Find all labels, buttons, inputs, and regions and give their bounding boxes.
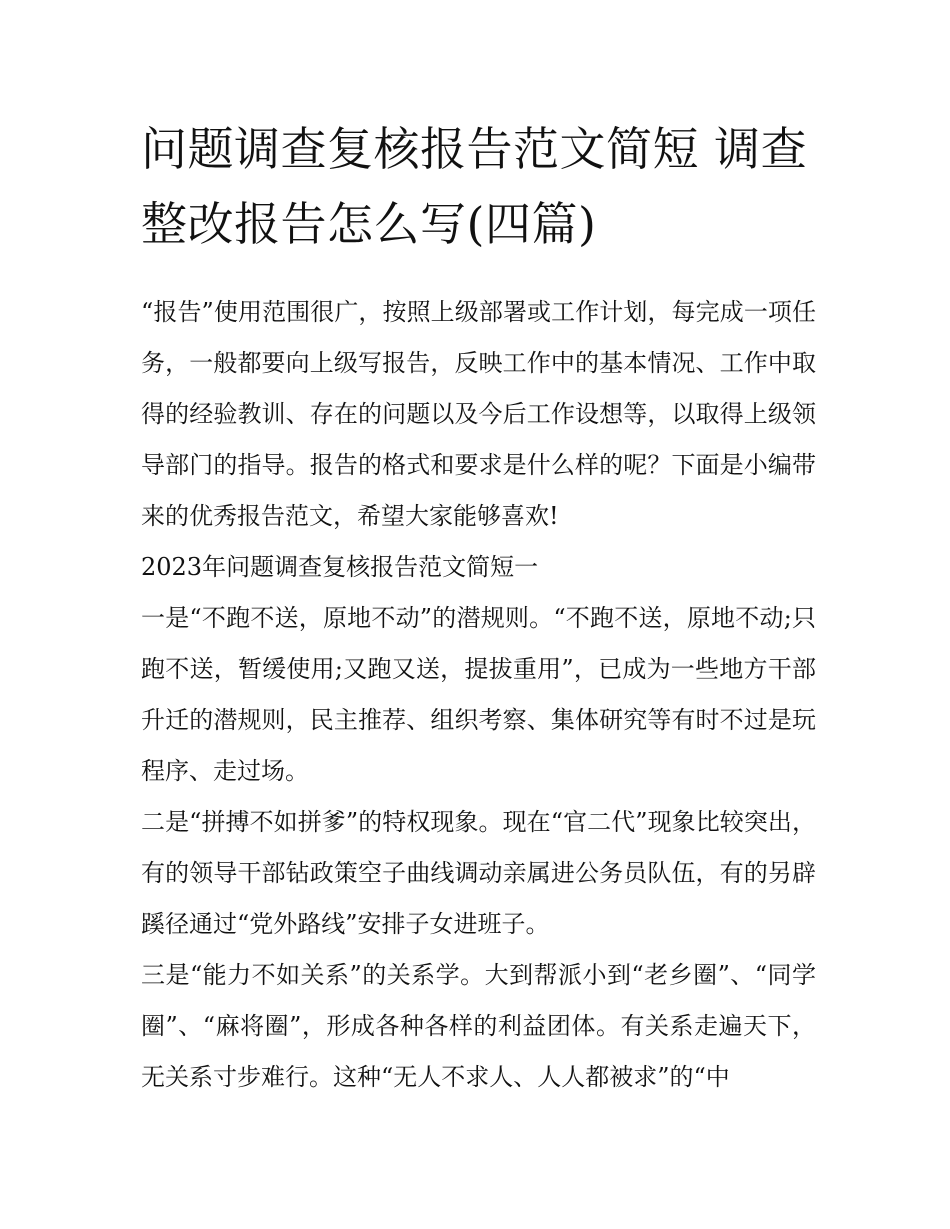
document-title: 问题调查复核报告范文简短 调查整改报告怎么写(四篇): [141, 122, 808, 251]
section-heading: 2023年问题调查复核报告范文简短一: [141, 553, 539, 581]
paragraph-intro: “报告”使用范围很广，按照上级部署或工作计划，每完成一项任务，一般都要向上级写报告，反映工作中的基本情况、工作中取得的经验教训、存在的问题以及今后工作设想等，以取得上级领导部门的指导。报告的格式和要求是什么样的呢？下面是小编带来的优秀报告范文，希望大家能够喜欢!: [141, 298, 816, 530]
paragraph-point-three: 三是“能力不如关系”的关系学。大到帮派小到“老乡圈”、“同学圈”、“麻将圈”，形成各种各样的利益团体。有关系走遍天下，无关系寸步难行。这种“无人不求人、人人都被求”的“中: [141, 961, 816, 1091]
document-body: [141, 287, 816, 1103]
document-page: [141, 112, 816, 1103]
paragraph-point-one: 一是“不跑不送，原地不动”的潜规则。“不跑不送，原地不动;只跑不送，暂缓使用;又跑又送，提拔重用”，已成为一些地方干部升迁的潜规则，民主推荐、组织考察、集体研究等有时不过是玩程序、走过场。: [141, 604, 816, 785]
paragraph-point-two: 二是“拼搏不如拼爹”的特权现象。现在“官二代”现象比较突出，有的领导干部钻政策空子曲线调动亲属进公务员队伍，有的另辟蹊径通过“党外路线”安排子女进班子。: [141, 808, 816, 938]
